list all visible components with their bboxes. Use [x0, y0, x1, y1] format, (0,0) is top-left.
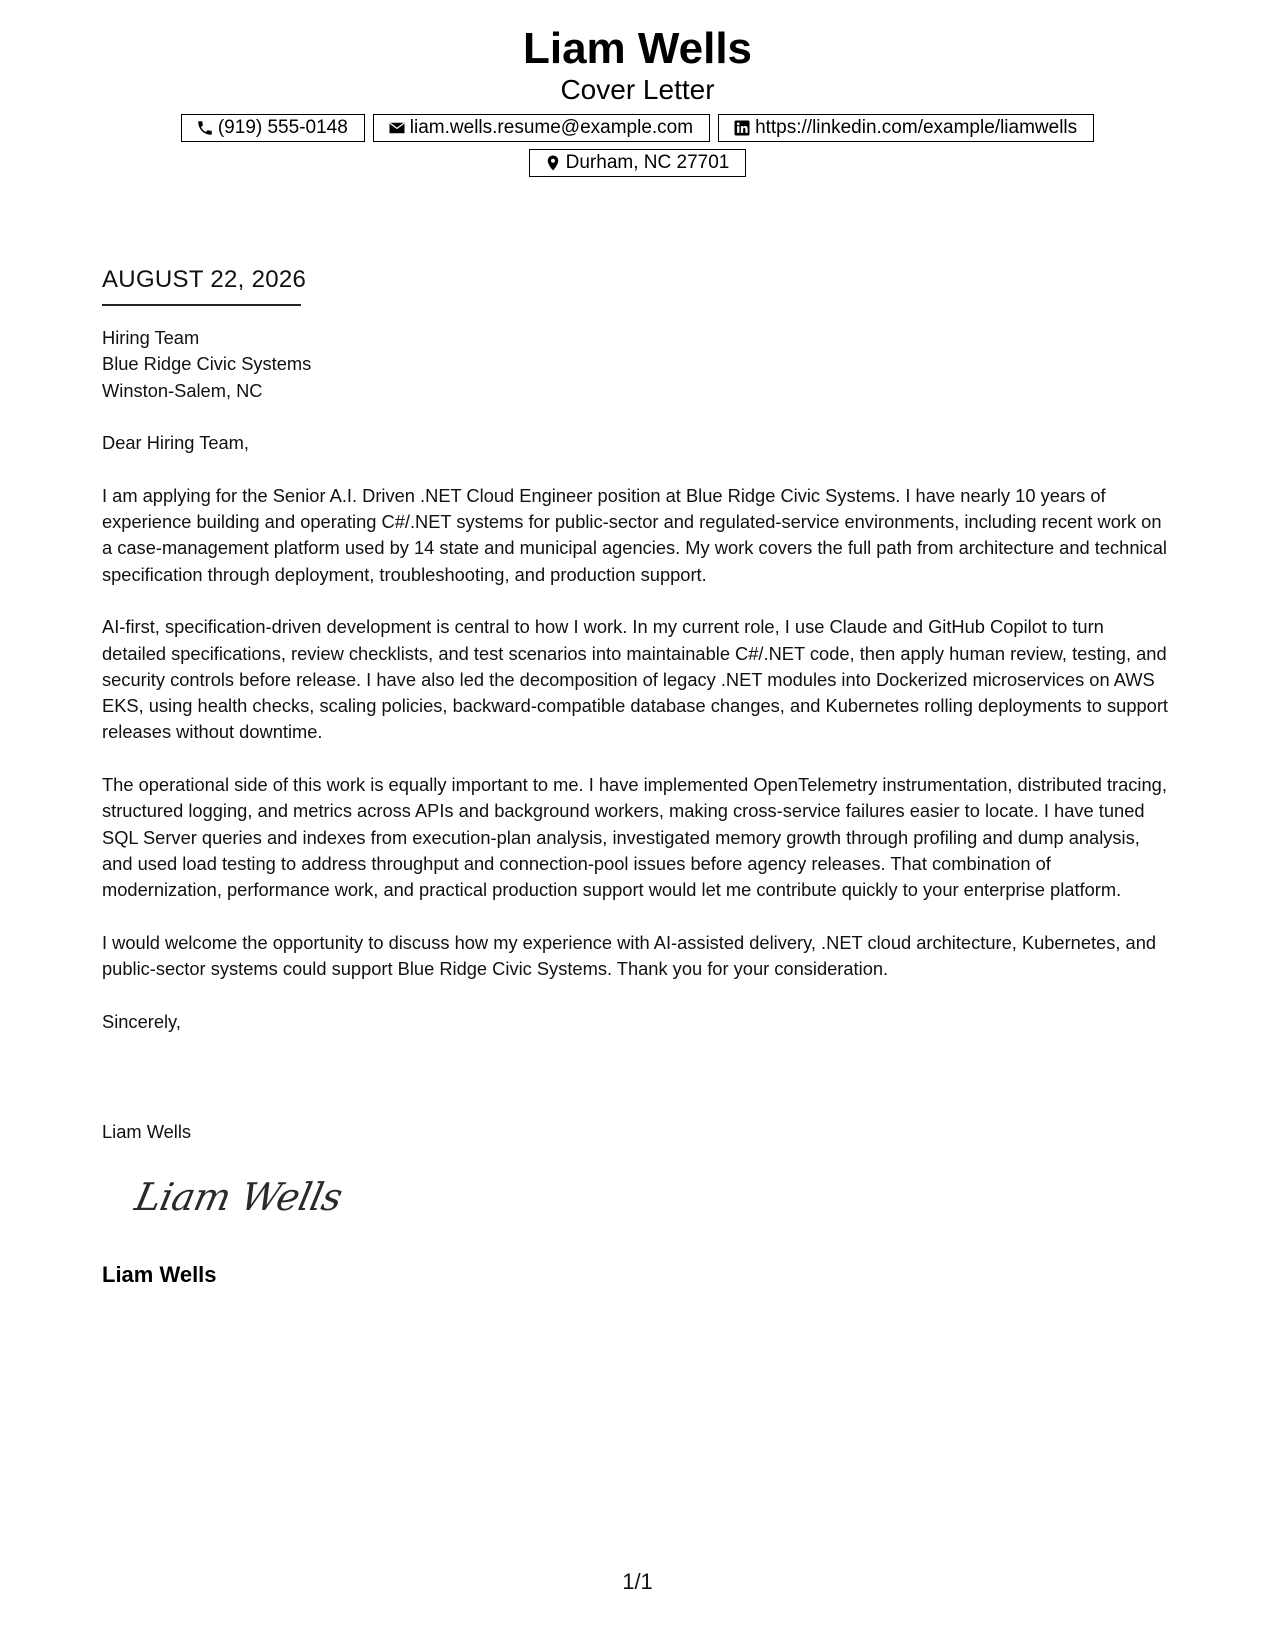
recipient-line: Hiring Team: [102, 327, 200, 348]
linkedin-text: https://linkedin.com/example/liamwells: [755, 117, 1078, 138]
body-paragraph: The operational side of this work is equally important to me. I have implemented OpenTelemetry instrumentation, distributed tracing, structured logging, and metrics across APIs and background workers, making cross-service failures easier to locate. I have tuned SQL Server queries and indexes from execution-plan analysis, investigated memory growth through profiling and dump analysis, and used load testing to address throughput and connection-pool issues before agency releases. That combination of modernization, performance work, and practical production support would let me contribute quickly to your enterprise platform.: [102, 774, 1167, 901]
signed-name: Liam Wells: [102, 1262, 217, 1287]
page-number: 1/1: [622, 1569, 653, 1594]
location-contact[interactable]: [529, 149, 747, 177]
email-text: liam.wells.resume@example.com: [409, 117, 694, 138]
letter-body: [102, 325, 1172, 1061]
letter-date: AUGUST 22, 2026: [102, 266, 307, 293]
document-subtitle: Cover Letter: [560, 74, 715, 105]
applicant-name: Liam Wells: [522, 24, 753, 73]
contact-bar: [162, 114, 1113, 177]
body-paragraph: I would welcome the opportunity to discuss how my experience with AI-assisted delivery, .NET cloud architecture, Kubernetes, and public-sector systems could support Blue Ridge Civic Systems. Thank you for your consideration.: [102, 931, 1157, 980]
recipient-company: Blue Ridge Civic Systems: [102, 353, 312, 375]
body-paragraph: I am applying for the Senior A.I. Driven .NET Cloud Engineer position at Blue Ridge Civic Systems. I have nearly 10 years of experience building and operating C#/.NET systems for public-sector and regulated-service environments, including recent work on a case-management platform used by 14 state and municipal agencies. My work covers the full path from architecture and technical specification through deployment, troubleshooting, and production support.: [102, 484, 1167, 585]
body-paragraph: AI-first, specification-driven development is central to how I work. In my current role, I use Claude and GitHub Copilot to turn detailed specifications, review checklists, and test scenarios into maintainable C#/.NET code, then apply human review, testing, and security controls before release. I have also led the decomposition of legacy .NET modules into Dockerized microservices on AWS EKS, using health checks, scaling policies, backward-compatible database changes, and Kubernetes rolling deployments to support releases without downtime.: [102, 616, 1169, 743]
date-underline: [102, 304, 301, 306]
phone-icon: [196, 119, 214, 137]
signer-name: Liam Wells: [102, 1121, 192, 1142]
envelope-icon: [388, 119, 406, 137]
location-text: Durham, NC 27701: [565, 152, 730, 173]
phone-contact[interactable]: [181, 114, 365, 142]
recipient-block: [102, 325, 1172, 404]
handwritten-signature: Liam Wells: [131, 1175, 347, 1219]
linkedin-contact[interactable]: [718, 114, 1094, 142]
closing: Sincerely,: [102, 1010, 181, 1032]
email-contact[interactable]: [373, 114, 710, 142]
linkedin-icon: [733, 119, 751, 137]
map-pin-icon: [544, 154, 562, 172]
salutation: Dear Hiring Team,: [102, 432, 249, 454]
recipient-location: Winston-Salem, NC: [102, 379, 263, 401]
phone-text: (919) 555-0148: [217, 117, 348, 138]
